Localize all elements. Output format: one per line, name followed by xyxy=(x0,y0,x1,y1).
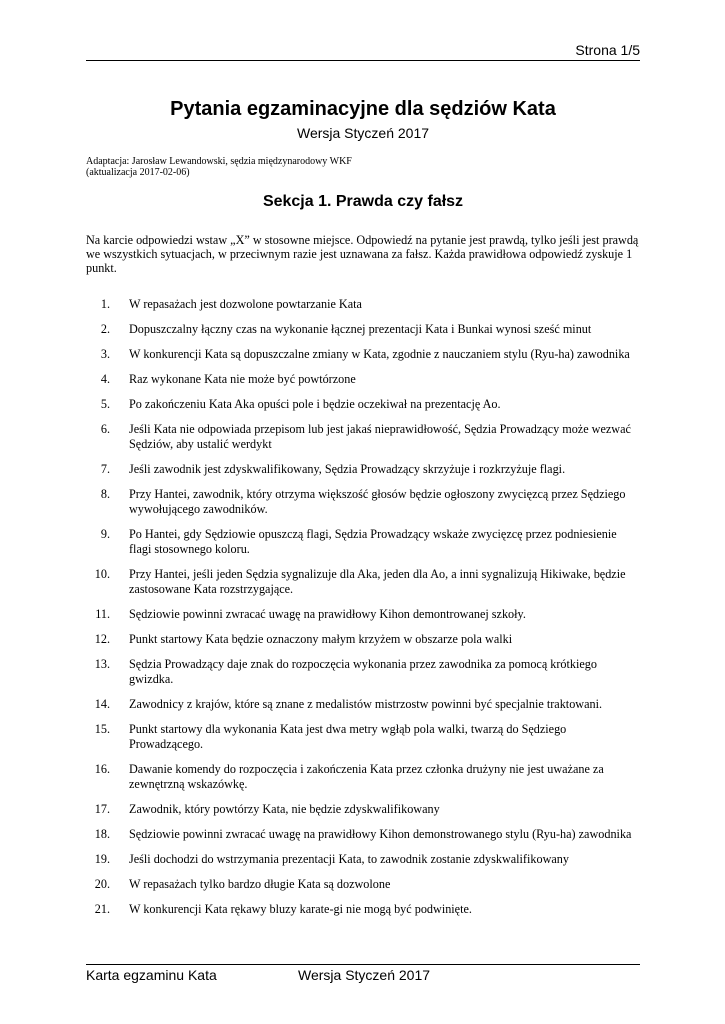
question-item xyxy=(86,722,642,752)
question-text: Po zakończeniu Kata Aka opuści pole i będzie oczekiwał na prezentację Ao. xyxy=(129,397,501,411)
question-text: Sędziowie powinni zwracać uwagę na prawidłowy Kihon demontrowanej szkoły. xyxy=(129,607,526,621)
question-item xyxy=(86,657,642,687)
question-number: 19. xyxy=(94,852,110,866)
section-title: Sekcja 1. Prawda czy fałsz xyxy=(262,193,464,210)
document-title: Pytania egzaminacyjne dla sędziów Kata xyxy=(170,98,556,120)
question-text: Jeśli zawodnik jest zdyskwalifikowany, Sędzia Prowadzący skrzyżuje i rozkrzyżuje flagi. xyxy=(129,462,566,476)
question-item xyxy=(86,697,642,712)
question-item xyxy=(86,802,642,817)
question-item xyxy=(86,372,642,387)
question-number: 13. xyxy=(94,657,110,671)
question-text: W repasażach jest dozwolone powtarzanie Kata xyxy=(129,297,362,311)
question-text: Zawodnik, który powtórzy Kata, nie będzie zdyskwalifikowany xyxy=(129,802,440,816)
question-number: 17. xyxy=(94,802,110,816)
question-item xyxy=(86,487,642,517)
question-number: 6. xyxy=(100,422,110,436)
question-number: 1. xyxy=(100,297,110,311)
question-item xyxy=(86,567,642,597)
question-item xyxy=(86,827,642,842)
question-text: Po Hantei, gdy Sędziowie opuszczą flagi, Sędzia Prowadzący wskaże zwycięzcę przez podniesienie flagi stosownego koloru. xyxy=(129,527,617,556)
document-version: Wersja Styczeń 2017 xyxy=(296,125,430,141)
question-text: Punkt startowy dla wykonania Kata jest dwa metry wgłąb pola walki, twarzą do Sędziego Prowadzącego. xyxy=(129,722,567,751)
question-item xyxy=(86,607,642,622)
question-text: Jeśli Kata nie odpowiada przepisom lub jest jakaś nieprawidłowość, Sędzia Prowadzący może wezwać Sędziów, aby ustalić werdykt xyxy=(129,422,631,451)
question-text: Przy Hantei, jeśli jeden Sędzia sygnalizuje dla Aka, jeden dla Ao, a inni sygnalizują Hikiwake, będzie zastosowane Kata rozstrzygające. xyxy=(129,567,626,596)
question-text: Zawodnicy z krajów, które są znane z medalistów mistrzostw powinni być specjalnie traktowani. xyxy=(129,697,603,711)
question-number: 18. xyxy=(94,827,110,841)
question-item xyxy=(86,297,642,312)
question-text: Punkt startowy Kata będzie oznaczony małym krzyżem w obszarze pola walki xyxy=(129,632,513,646)
question-number: 12. xyxy=(94,632,110,646)
question-text: Sędziowie powinni zwracać uwagę na prawidłowy Kihon demonstrowanego stylu (Ryu-ha) zawodnika xyxy=(129,827,632,841)
question-text: Przy Hantei, zawodnik, który otrzyma większość głosów będzie ogłoszony zwycięzcą przez Sędziego wywołującego zawodników. xyxy=(129,487,626,516)
question-text: W konkurencji Kata są dopuszczalne zmiany w Kata, zgodnie z nauczaniem stylu (Ryu-ha) zawodnika xyxy=(129,347,630,361)
question-number: 16. xyxy=(94,762,110,776)
page-footer xyxy=(86,964,640,983)
question-list xyxy=(86,297,642,927)
adaptation-author: Adaptacja: Jarosław Lewandowski, sędzia międzynarodowy WKF xyxy=(86,156,352,167)
question-number: 11. xyxy=(95,607,110,621)
page-header xyxy=(86,40,640,61)
question-item xyxy=(86,397,642,412)
section-instructions: Na karcie odpowiedzi wstaw „X” w stosowne miejsce. Odpowiedź na pytanie jest prawdą, tylko jeśli jest prawdą we wszystkich sytuacjach, w przeciwnym razie jest uznawana za fałsz. Każda prawidłowa odpowiedź zyskuje 1 punkt. xyxy=(86,233,639,275)
footer-document-name: Karta egzaminu Kata xyxy=(86,967,217,983)
question-number: 2. xyxy=(100,322,110,336)
question-number: 15. xyxy=(94,722,110,736)
question-item xyxy=(86,347,642,362)
question-item xyxy=(86,527,642,557)
question-number: 4. xyxy=(100,372,110,386)
question-item xyxy=(86,322,642,337)
question-item xyxy=(86,902,642,917)
question-text: Sędzia Prowadzący daje znak do rozpoczęcia wykonania przez zawodnika za pomocą krótkiego gwizdka. xyxy=(129,657,597,686)
question-text: Raz wykonane Kata nie może być powtórzone xyxy=(129,372,356,386)
update-date: (aktualizacja 2017-02-06) xyxy=(86,167,190,178)
question-text: W repasażach tylko bardzo długie Kata są dozwolone xyxy=(129,877,391,891)
question-text: Dawanie komendy do rozpoczęcia i zakończenia Kata przez członka drużyny nie jest uważane za zewnętrzną wskazówkę. xyxy=(129,762,604,791)
question-number: 9. xyxy=(100,527,110,541)
adaptation-note xyxy=(86,156,352,178)
question-number: 8. xyxy=(100,487,110,501)
question-item xyxy=(86,422,642,452)
question-item xyxy=(86,762,642,792)
question-item xyxy=(86,852,642,867)
question-number: 7. xyxy=(100,462,110,476)
question-item xyxy=(86,632,642,647)
question-number: 3. xyxy=(100,347,110,361)
question-number: 21. xyxy=(94,902,110,916)
question-number: 14. xyxy=(94,697,110,711)
question-item xyxy=(86,462,642,477)
footer-version: Wersja Styczeń 2017 xyxy=(298,967,431,983)
question-text: Dopuszczalny łączny czas na wykonanie łącznej prezentacji Kata i Bunkai wynosi sześć minut xyxy=(129,322,592,336)
question-text: Jeśli dochodzi do wstrzymania prezentacji Kata, to zawodnik zostanie zdyskwalifikowany xyxy=(129,852,569,866)
page-number: Strona 1/5 xyxy=(575,42,640,58)
question-number: 10. xyxy=(94,567,110,581)
question-number: 20. xyxy=(94,877,110,891)
question-item xyxy=(86,877,642,892)
question-text: W konkurencji Kata rękawy bluzy karate-gi nie mogą być podwinięte. xyxy=(129,902,472,916)
question-number: 5. xyxy=(100,397,110,411)
